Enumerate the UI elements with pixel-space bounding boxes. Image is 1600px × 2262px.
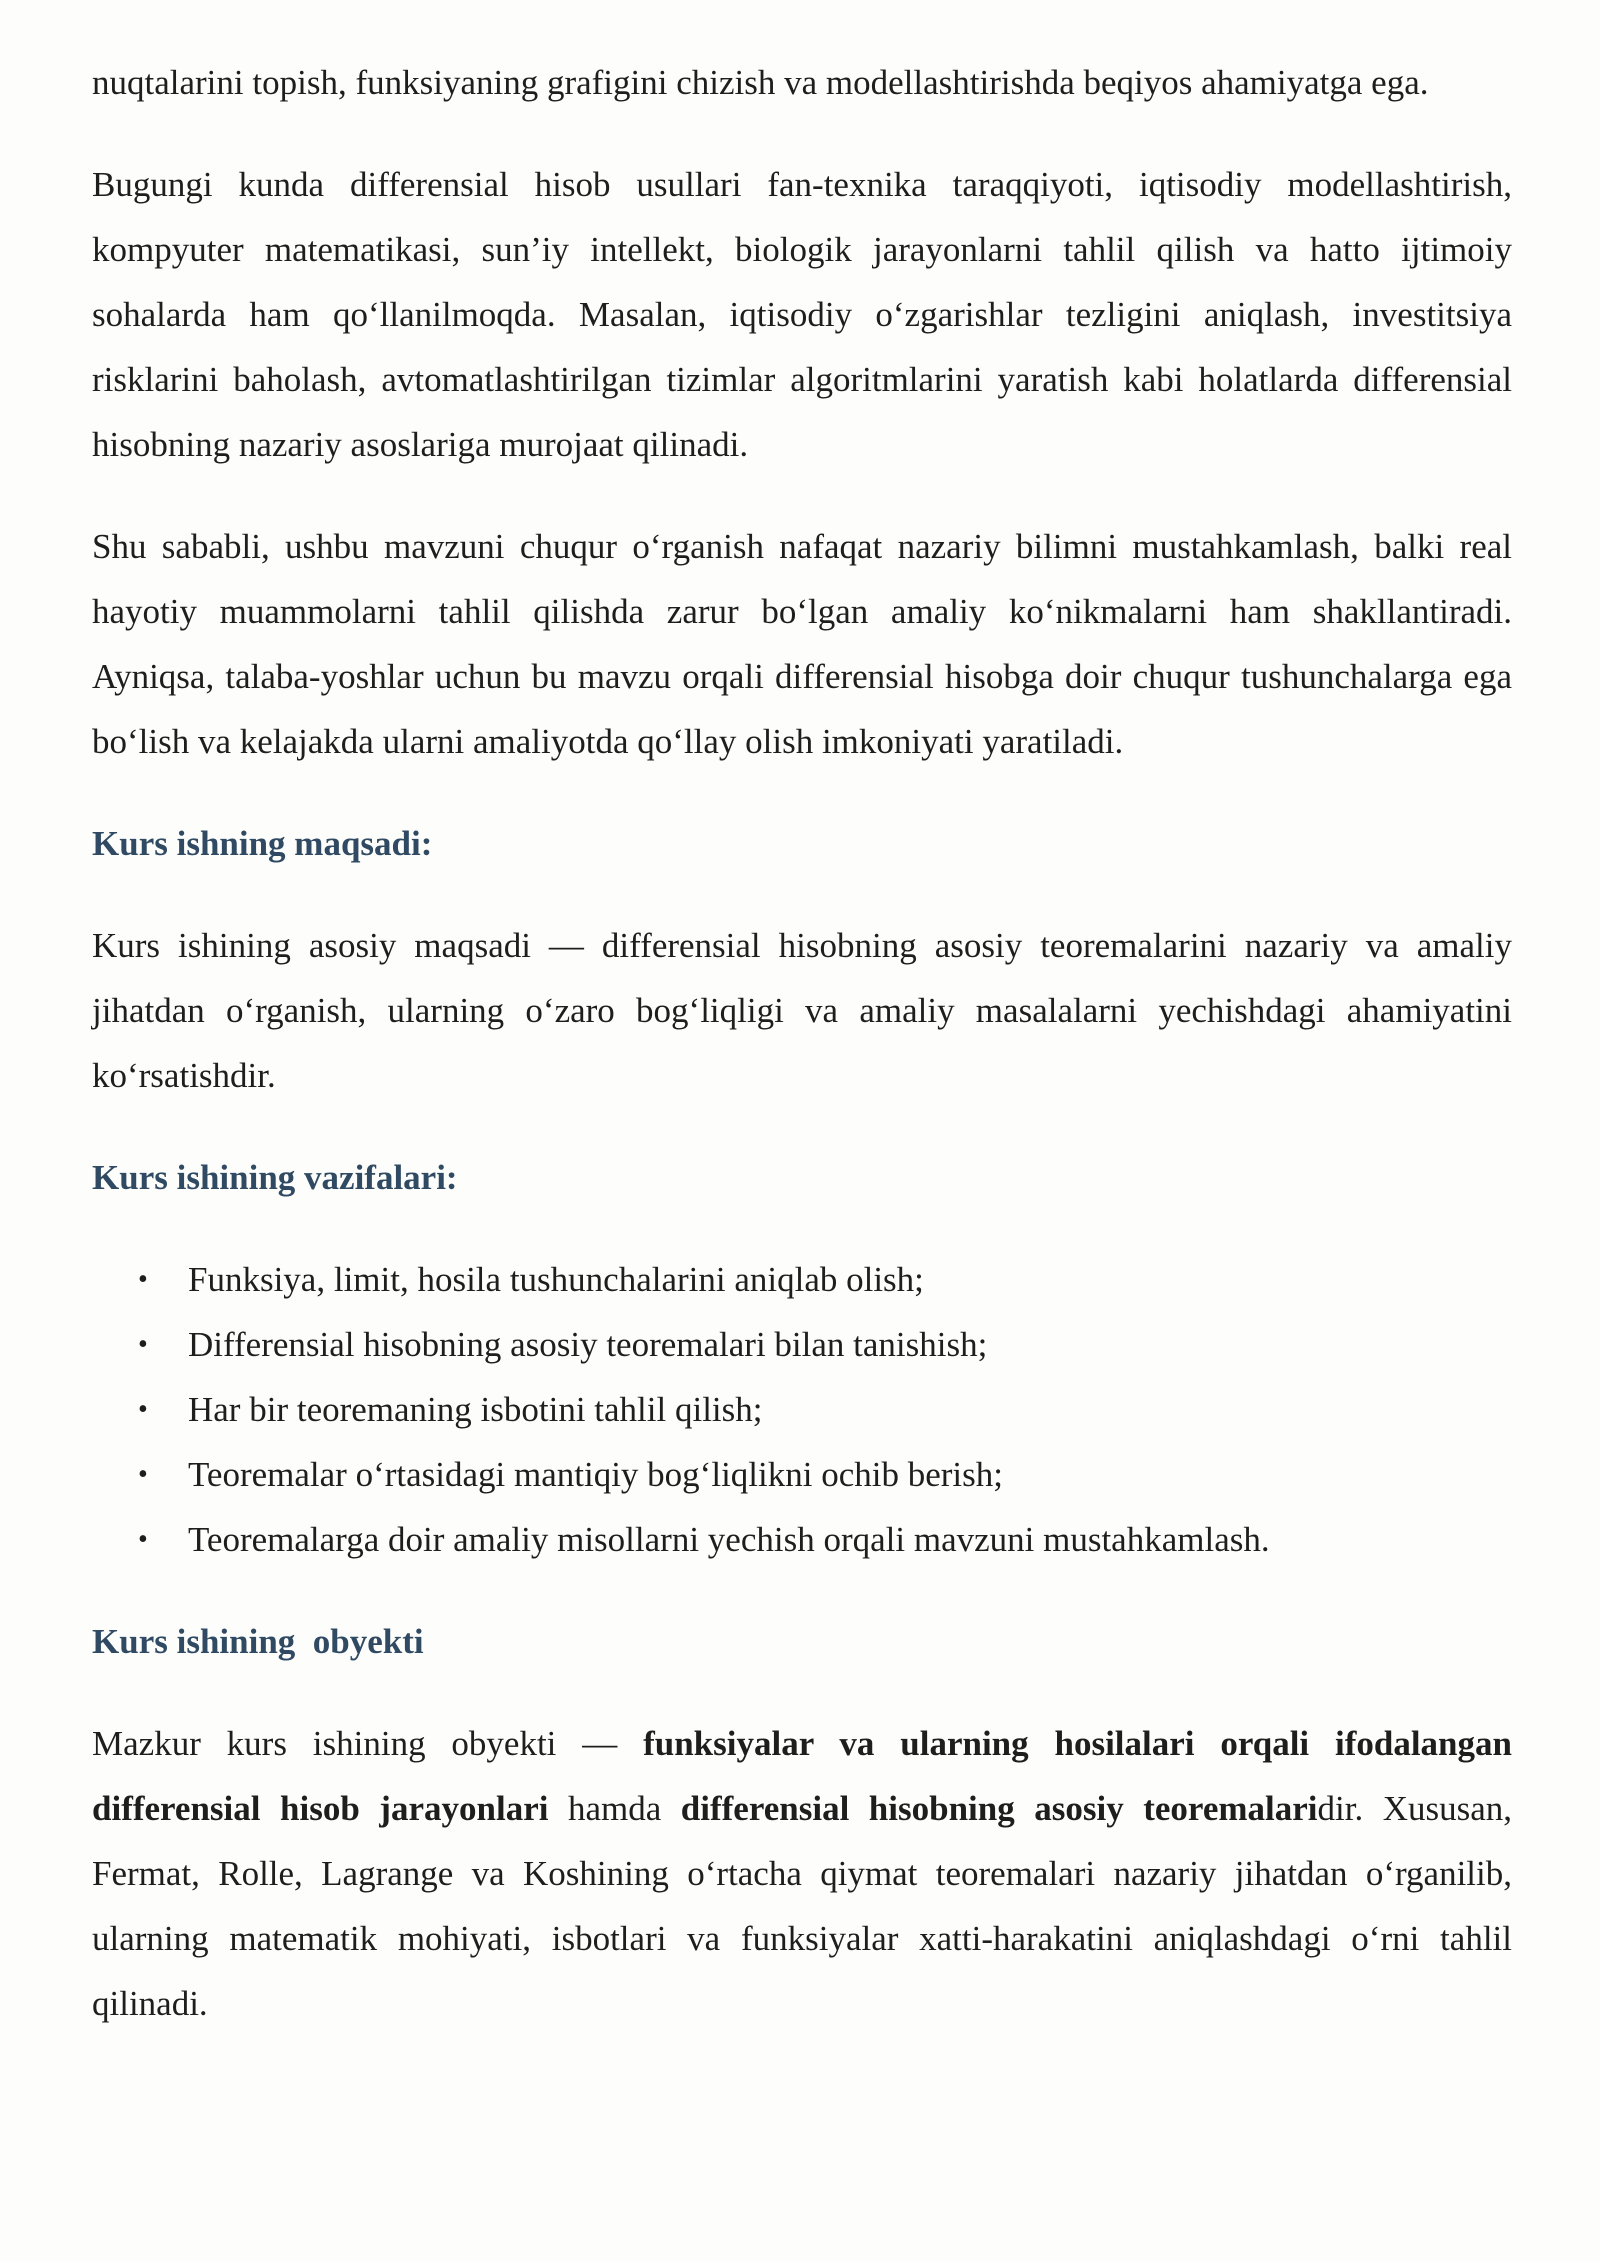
task-item-text: Teoremalar o‘rtasidagi mantiqiy bog‘liqlikni ochib berish; <box>188 1455 1003 1494</box>
goal-heading: Kurs ishning maqsadi: <box>92 824 433 863</box>
task-list-item <box>92 1507 1512 1572</box>
object-paragraph <box>92 1711 1512 2036</box>
intro-continuation-paragraph: nuqtalarini topish, funksiyaning grafigini chizish va modellashtirishda beqiyos ahamiyatga ega. <box>92 63 1429 102</box>
task-item-text: Teoremalarga doir amaliy misollarni yechish orqali mavzuni mustahkamlash. <box>188 1520 1270 1559</box>
task-item-text: Differensial hisobning asosiy teoremalari bilan tanishish; <box>188 1325 988 1364</box>
object-heading: Kurs ishining obyekti <box>92 1622 424 1661</box>
goal-paragraph: Kurs ishining asosiy maqsadi — differensial hisobning asosiy teoremalarini nazariy va amaliy jihatdan o‘rganish, ularning o‘zaro bog‘liqligi va amaliy masalalarni yechishdagi ahamiyatini ko‘rsatishdir. <box>92 926 1512 1095</box>
task-list-item <box>92 1312 1512 1377</box>
object-bold-phrase: differensial hisobning asosiy teoremalari <box>680 1789 1318 1828</box>
object-text-part: hamda <box>548 1789 681 1828</box>
bullet-icon: • <box>138 1329 148 1360</box>
task-list-item <box>92 1247 1512 1312</box>
tasks-list <box>92 1247 1512 1572</box>
object-text-part: Mazkur kurs ishining obyekti — <box>92 1724 644 1763</box>
task-list-item <box>92 1442 1512 1507</box>
task-item-text: Har bir teoremaning isbotini tahlil qilish; <box>188 1390 763 1429</box>
document-page <box>92 50 1512 2036</box>
tasks-heading: Kurs ishining vazifalari: <box>92 1158 458 1197</box>
bullet-icon: • <box>138 1394 148 1425</box>
task-item-text: Funksiya, limit, hosila tushunchalarini aniqlab olish; <box>188 1260 924 1299</box>
object-text-part: dir. Xususan, Fermat, Rolle, Lagrange va Koshining o‘rtacha qiymat teoremalari nazariy jihatdan o‘rganilib, ularning matematik mohiyati, isbotlari va funksiyalar xatti-harakatini aniqlashdagi o‘rni tahlil qilinadi. <box>92 1789 1513 2023</box>
bullet-icon: • <box>138 1524 148 1555</box>
bullet-icon: • <box>138 1459 148 1490</box>
task-list-item <box>92 1377 1512 1442</box>
applications-paragraph: Bugungi kunda differensial hisob usullari fan-texnika taraqqiyoti, iqtisodiy modellashtirish, kompyuter matematikasi, sun’iy intellekt, biologik jarayonlarni tahlil qilish va hatto ijtimoiy sohalarda ham qo‘llanilmoqda. Masalan, iqtisodiy o‘zgarishlar tezligini aniqlash, investitsiya risklarini baholash, avtomatlashtirilgan tizimlar algoritmlarini yaratish kabi holatlarda differensial hisobning nazariy asoslariga murojaat qilinadi. <box>92 165 1512 464</box>
bullet-icon: • <box>138 1264 148 1295</box>
object-bold-phrase: funksiyalar va ularning hosilalari orqali ifodalangan differensial hisob jarayonlari <box>92 1724 1512 1828</box>
importance-paragraph: Shu sababli, ushbu mavzuni chuqur o‘rganish nafaqat nazariy bilimni mustahkamlash, balki real hayotiy muammolarni tahlil qilishda zarur bo‘lgan amaliy ko‘nikmalarni ham shakllantiradi. Ayniqsa, talaba-yoshlar uchun bu mavzu orqali differensial hisobga doir chuqur tushunchalarga ega bo‘lish va kelajakda ularni amaliyotda qo‘llay olish imkoniyati yaratiladi. <box>92 527 1512 761</box>
